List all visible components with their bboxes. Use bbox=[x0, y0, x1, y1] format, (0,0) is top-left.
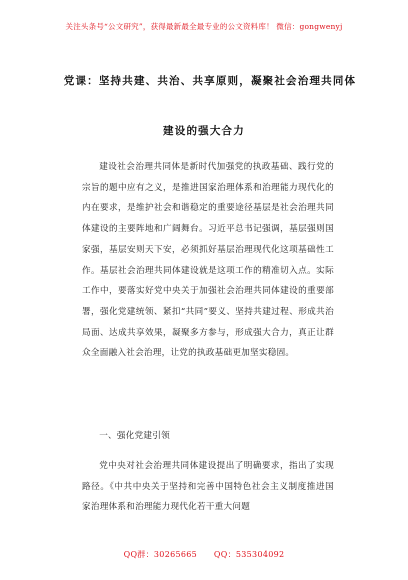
promo-banner: 关注头条号“公文研究”，获得最新最全最专业的公文资料库！ 微信：gongwenyj bbox=[65, 22, 343, 31]
section-heading-1: 一、强化党建引领 bbox=[99, 431, 170, 441]
body-paragraph-2: 党中央对社会治理共同体建设提出了明确要求，指出了实现路径。《中共中央关于坚持和完善中国特色社会主义制度推进国家治理体系和治理能力现代化若干重大问题 bbox=[82, 461, 334, 513]
body-paragraph-1: 建设社会治理共同体是新时代加强党的执政基础、践行党的宗旨的题中应有之义，是推进国家治理体系和治理能力现代化的内在要求，是维护社会和谐稳定的重要途径基层是社会治理共同体建设的主要阵地和广阔舞台。习近平总书记强调，基层强则国家强，基层安则天下安，必须抓好基层治理现代化这项基础性工作。基层社会治理共同体建设就是这项工作的精准切入点。实际工作中，要落实好党中央关于加强社会治理共同体建设的重要部署，强化党建统领、紧扣“共同”要义、坚持共建过程、形成共治局面、达成共享效果，凝聚多方参与，形成强大合力，真正让群众全面融入社会治理，让党的执政基础更加坚实稳固。 bbox=[82, 162, 334, 359]
document-title-line2: 建设的强大合力 bbox=[163, 125, 245, 137]
contact-footer: QQ群：30265665 QQ：535304092 bbox=[123, 550, 285, 559]
document-title-line1: 党课：坚持共建、共治、共享原则，凝聚社会治理共同体 bbox=[63, 75, 357, 87]
